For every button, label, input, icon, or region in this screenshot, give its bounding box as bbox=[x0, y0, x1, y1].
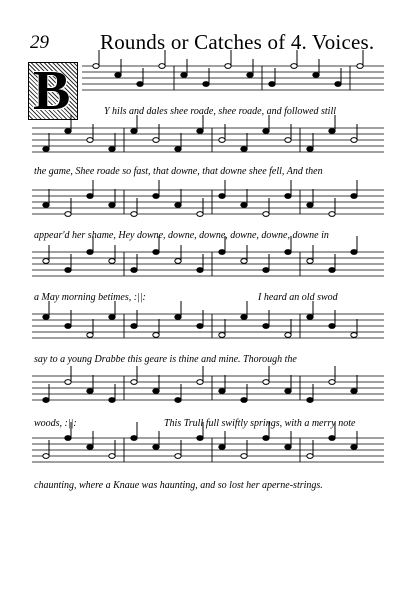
music-note bbox=[131, 268, 137, 273]
music-note bbox=[219, 389, 225, 394]
music-note bbox=[197, 129, 203, 134]
music-note bbox=[357, 64, 363, 69]
music-note bbox=[219, 250, 225, 255]
music-note bbox=[351, 333, 357, 338]
music-note bbox=[109, 454, 115, 459]
music-note bbox=[197, 380, 203, 385]
music-note bbox=[329, 324, 335, 329]
lyric-line: woods, :||: bbox=[34, 418, 77, 429]
music-note bbox=[197, 436, 203, 441]
music-note bbox=[153, 250, 159, 255]
music-note bbox=[329, 436, 335, 441]
lyric-line: Y hils and dales shee roade, shee roade, and followed still bbox=[104, 106, 337, 117]
music-note bbox=[313, 73, 319, 78]
music-note bbox=[65, 129, 71, 134]
music-note bbox=[43, 398, 49, 403]
music-note bbox=[285, 250, 291, 255]
music-note bbox=[87, 389, 93, 394]
music-note bbox=[263, 436, 269, 441]
music-note bbox=[241, 398, 247, 403]
music-note bbox=[175, 147, 181, 152]
music-note bbox=[197, 324, 203, 329]
music-note bbox=[307, 147, 313, 152]
music-note bbox=[307, 203, 313, 208]
music-note bbox=[307, 315, 313, 320]
music-note bbox=[87, 250, 93, 255]
music-note bbox=[219, 333, 225, 338]
music-note bbox=[175, 259, 181, 264]
lyric-line: This Trull full swiftly springs, with a merry note bbox=[164, 418, 356, 429]
music-note bbox=[175, 454, 181, 459]
music-note bbox=[43, 454, 49, 459]
music-note bbox=[87, 138, 93, 143]
music-note bbox=[153, 333, 159, 338]
music-note bbox=[87, 333, 93, 338]
music-note bbox=[87, 445, 93, 450]
music-note bbox=[351, 138, 357, 143]
music-note bbox=[285, 389, 291, 394]
music-note bbox=[159, 64, 165, 69]
music-note bbox=[241, 259, 247, 264]
music-note bbox=[241, 454, 247, 459]
music-note bbox=[43, 315, 49, 320]
music-note bbox=[197, 268, 203, 273]
music-note bbox=[87, 194, 93, 199]
music-note bbox=[219, 138, 225, 143]
music-note bbox=[263, 380, 269, 385]
music-note bbox=[65, 436, 71, 441]
music-note bbox=[109, 398, 115, 403]
music-note bbox=[263, 324, 269, 329]
music-note bbox=[269, 82, 275, 87]
music-note bbox=[153, 194, 159, 199]
music-note bbox=[43, 259, 49, 264]
music-note bbox=[241, 147, 247, 152]
music-note bbox=[241, 203, 247, 208]
music-note bbox=[131, 129, 137, 134]
music-note bbox=[153, 445, 159, 450]
music-note bbox=[137, 82, 143, 87]
music-note bbox=[175, 398, 181, 403]
music-note bbox=[181, 73, 187, 78]
music-note bbox=[329, 268, 335, 273]
music-note bbox=[351, 445, 357, 450]
music-note bbox=[197, 212, 203, 217]
lyric-line: the game, Shee roade so fast, that downe, that downe shee fell, And then bbox=[34, 166, 323, 177]
music-note bbox=[153, 389, 159, 394]
music-note bbox=[65, 268, 71, 273]
music-note bbox=[43, 147, 49, 152]
music-note bbox=[285, 445, 291, 450]
music-note bbox=[115, 73, 121, 78]
music-note bbox=[351, 389, 357, 394]
music-note bbox=[93, 64, 99, 69]
music-note bbox=[131, 380, 137, 385]
music-note bbox=[203, 82, 209, 87]
music-note bbox=[109, 203, 115, 208]
music-note bbox=[241, 315, 247, 320]
music-note bbox=[65, 380, 71, 385]
lyric-line: appear'd her shame, Hey downe, downe, downe, downe, downe, downe in bbox=[34, 230, 329, 241]
music-note bbox=[65, 324, 71, 329]
lyric-line: I heard an old swod bbox=[258, 292, 338, 303]
music-note bbox=[307, 259, 313, 264]
music-note bbox=[131, 324, 137, 329]
music-note bbox=[285, 194, 291, 199]
music-note bbox=[175, 315, 181, 320]
music-note bbox=[43, 203, 49, 208]
lyric-line: a May morning betimes, :||: bbox=[34, 292, 146, 303]
music-note bbox=[263, 129, 269, 134]
lyric-line: chaunting, where a Knaue was haunting, and so lost her aperne-strings. bbox=[34, 480, 323, 491]
music-note bbox=[109, 315, 115, 320]
page-title: Rounds or Catches of 4. Voices. bbox=[100, 30, 375, 54]
music-note bbox=[285, 138, 291, 143]
music-note bbox=[263, 212, 269, 217]
music-note bbox=[329, 129, 335, 134]
music-note bbox=[219, 194, 225, 199]
music-note bbox=[307, 398, 313, 403]
music-note bbox=[307, 454, 313, 459]
music-note bbox=[175, 203, 181, 208]
music-note bbox=[131, 436, 137, 441]
music-note bbox=[65, 212, 71, 217]
music-note bbox=[219, 445, 225, 450]
music-note bbox=[285, 333, 291, 338]
music-note bbox=[351, 250, 357, 255]
music-note bbox=[225, 64, 231, 69]
lyric-line: say to a young Drabbe this geare is thine and mine. Thorough the bbox=[34, 354, 297, 365]
music-note bbox=[109, 259, 115, 264]
music-note bbox=[351, 194, 357, 199]
music-note bbox=[109, 147, 115, 152]
music-note bbox=[247, 73, 253, 78]
initial-letter: B bbox=[33, 62, 71, 120]
music-note bbox=[291, 64, 297, 69]
music-note bbox=[329, 212, 335, 217]
music-note bbox=[335, 82, 341, 87]
page-number: 29 bbox=[30, 32, 49, 53]
music-note bbox=[153, 138, 159, 143]
music-note bbox=[329, 380, 335, 385]
music-note bbox=[263, 268, 269, 273]
music-note bbox=[131, 212, 137, 217]
